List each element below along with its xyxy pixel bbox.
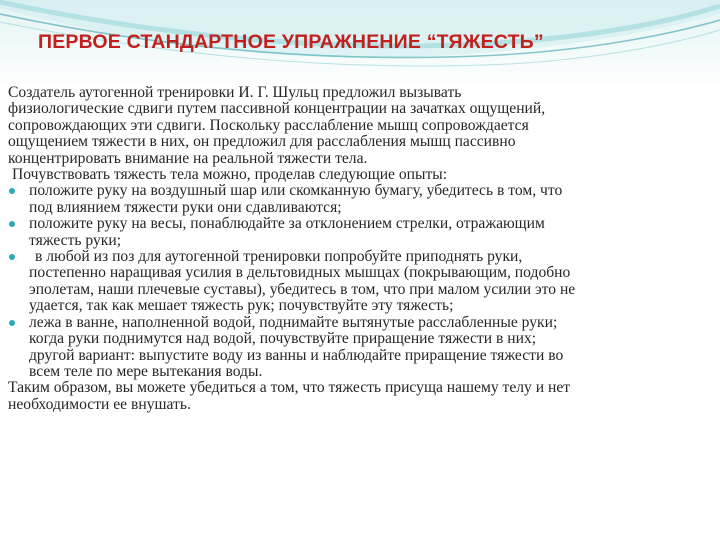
bullet-dot-icon bbox=[9, 188, 15, 194]
intro-line: сопровождающих эти сдвиги. Поскольку расслабление мышц сопровождается bbox=[8, 116, 529, 134]
bullet-line: когда руки поднимутся над водой, почувствуйте приращение тяжести в них; bbox=[29, 330, 537, 348]
experiments-lead: Почувствовать тяжесть тела можно, проделав следующие опыты: bbox=[12, 166, 448, 184]
bullet-item bbox=[8, 183, 706, 216]
slide-title: ПЕРВОЕ СТАНДАРТНОЕ УПРАЖНЕНИЕ “ТЯЖЕСТЬ” bbox=[38, 31, 544, 53]
bullet-line: тяжесть руки; bbox=[29, 231, 122, 249]
intro-line: концентрировать внимание на реальной тяжести тела. bbox=[8, 149, 368, 167]
bullet-line: под влиянием тяжести руки они сдавливаются; bbox=[29, 198, 342, 216]
bullet-dot-icon bbox=[9, 254, 15, 260]
intro-line: ощущением тяжести в них, он предложил для расслабления мышц пассивно bbox=[8, 133, 516, 151]
intro-line: физиологические сдвиги путем пассивной концентрации на зачатках ощущений, bbox=[8, 100, 546, 118]
conclusion-line: Таким образом, вы можете убедиться а том, что тяжесть присуща нашему телу и нет bbox=[8, 379, 571, 397]
intro-line: Создатель аутогенной тренировки И. Г. Шульц предложил вызывать bbox=[8, 84, 462, 101]
bullet-item bbox=[8, 249, 706, 315]
bullet-dot-icon bbox=[9, 320, 15, 326]
slide-body bbox=[8, 85, 706, 413]
bullet-line: эполетам, наши плечевые суставы), убедитесь в том, что при малом усилии это не bbox=[29, 280, 576, 298]
conclusion-paragraph bbox=[8, 380, 706, 413]
intro-paragraph bbox=[8, 85, 706, 167]
bullet-line: положите руку на воздушный шар или скомканную бумагу, убедитесь в том, что bbox=[29, 182, 563, 200]
bullet-line: другой вариант: выпустите воду из ванны и наблюдайте приращение тяжести во bbox=[29, 346, 564, 364]
conclusion-line: необходимости ее внушать. bbox=[8, 395, 191, 413]
bullet-dot-icon bbox=[9, 221, 15, 227]
bullet-line: в любой из поз для аутогенной тренировки попробуйте приподнять руки, bbox=[35, 248, 523, 266]
bullet-line: лежа в ванне, наполненной водой, поднимайте вытянутые расслабленные руки; bbox=[29, 313, 558, 331]
bullet-line: удается, так как мешает тяжесть рук; почувствуйте эту тяжесть; bbox=[29, 297, 454, 315]
bullet-item bbox=[8, 315, 706, 381]
bullet-line: постепенно наращивая усилия в дельтовидных мышцах (покрывающим, подобно bbox=[29, 264, 571, 282]
bullet-line: всем теле по мере вытекания воды. bbox=[29, 362, 263, 380]
bullet-line: положите руку на весы, понаблюдайте за отклонением стрелки, отражающим bbox=[29, 215, 545, 233]
bullet-item bbox=[8, 216, 706, 249]
